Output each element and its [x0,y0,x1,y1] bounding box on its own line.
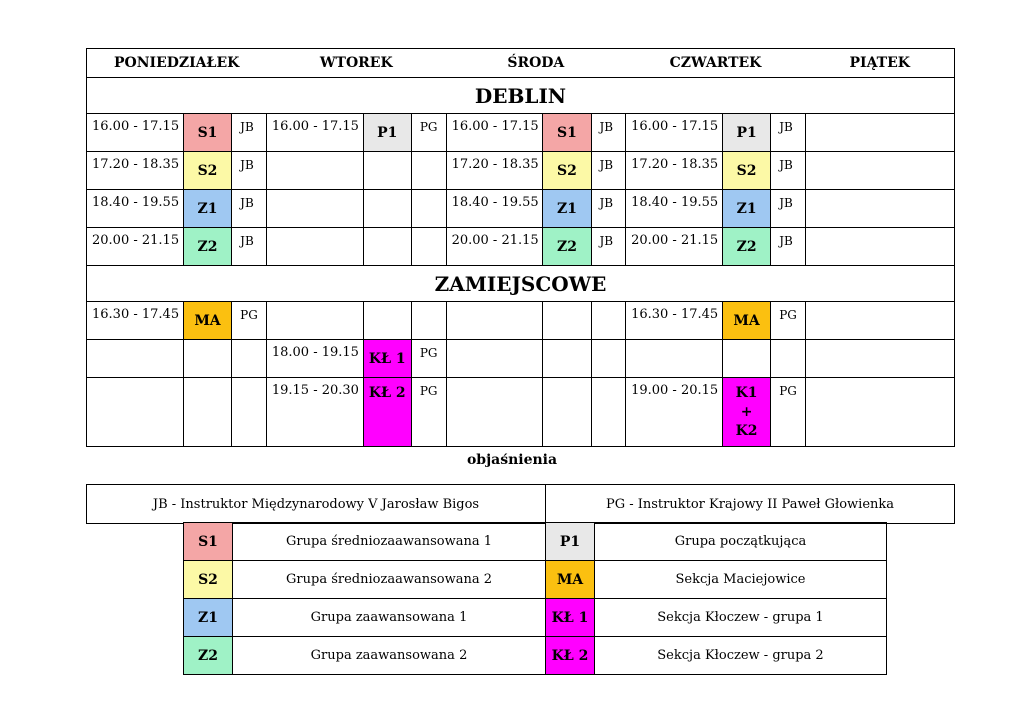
empty-cell [183,340,231,378]
empty-cell [543,302,591,340]
table-row [87,190,955,228]
empty-cell [266,152,363,190]
legend-row [184,561,887,599]
group-cell: MA [183,302,231,340]
day-header-wednesday: ŚRODA [446,49,626,78]
instructor-cell: JB [591,114,626,152]
empty-cell [411,190,446,228]
empty-cell [771,340,806,378]
group-cell: P1 [363,114,411,152]
empty-cell [446,340,543,378]
day-header-monday: PONIEDZIAŁEK [87,49,267,78]
legend-desc: Sekcja Kłoczew - grupa 2 [595,637,887,675]
time-cell: 16.00 - 17.15 [446,114,543,152]
group-cell: Z1 [543,190,591,228]
day-header-friday: PIĄTEK [805,49,954,78]
group-cell: MA [722,302,770,340]
group-cell: Z2 [543,228,591,266]
legend-row [184,523,887,561]
empty-cell [266,302,363,340]
friday-cell [805,114,954,152]
time-cell: 16.30 - 17.45 [87,302,184,340]
friday-cell [805,228,954,266]
group-cell: P1 [722,114,770,152]
group-cell: Z2 [722,228,770,266]
instructor-cell: JB [591,152,626,190]
legend-desc: Grupa zaawansowana 1 [233,599,546,637]
legend-desc: Sekcja Maciejowice [595,561,887,599]
empty-cell [543,340,591,378]
table-row [87,378,955,447]
legend-code: Z2 [184,637,233,675]
instructor-cell: JB [232,190,267,228]
table-row [87,152,955,190]
empty-cell [591,340,626,378]
group-cell: S1 [543,114,591,152]
time-cell: 18.40 - 19.55 [626,190,723,228]
legend-code: S2 [184,561,233,599]
time-cell: 16.00 - 17.15 [626,114,723,152]
group-line: K2 [735,423,758,439]
time-cell: 16.30 - 17.45 [626,302,723,340]
group-cell: S2 [722,152,770,190]
group-cell: Z1 [722,190,770,228]
legend-code: KŁ 1 [546,599,595,637]
empty-cell [626,340,723,378]
empty-cell [543,378,591,447]
friday-cell [805,152,954,190]
time-cell: 18.40 - 19.55 [87,190,184,228]
instructor-cell: PG [411,114,446,152]
empty-cell [266,228,363,266]
time-cell: 19.00 - 20.15 [626,378,723,447]
legend-code: KŁ 2 [546,637,595,675]
table-row [87,302,955,340]
empty-cell [363,302,411,340]
instructor-cell: JB [232,114,267,152]
group-cell: Z2 [183,228,231,266]
time-cell: 19.15 - 20.30 [266,378,363,447]
legend-code: MA [546,561,595,599]
legend-code: P1 [546,523,595,561]
time-cell: 18.00 - 19.15 [266,340,363,378]
group-cell: S1 [183,114,231,152]
group-cell: Z1 [183,190,231,228]
schedule-table [86,48,955,447]
instructor-pg: PG - Instruktor Krajowy II Paweł Głowienka [546,485,955,524]
empty-cell [591,302,626,340]
instructor-cell: JB [771,228,806,266]
section-row-deblin [87,78,955,114]
empty-cell [411,152,446,190]
group-cell-k1-k2 [722,378,770,447]
day-header-thursday: CZWARTEK [626,49,806,78]
empty-cell [446,302,543,340]
time-cell: 16.00 - 17.15 [266,114,363,152]
legend-title: objaśnienia [466,452,558,468]
friday-cell [805,378,954,447]
instructor-cell: PG [411,340,446,378]
friday-cell [805,190,954,228]
instructor-cell: JB [771,190,806,228]
days-header-row [87,49,955,78]
day-header-tuesday: WTOREK [266,49,446,78]
group-line: K1 [735,385,758,401]
group-cell: KŁ 2 [363,378,411,447]
instructor-cell: JB [771,152,806,190]
time-cell: 17.20 - 18.35 [87,152,184,190]
legend-desc: Grupa średniozaawansowana 2 [233,561,546,599]
group-cell: S2 [183,152,231,190]
empty-cell [411,302,446,340]
time-cell: 20.00 - 21.15 [87,228,184,266]
section-row-zamiejscowe [87,266,955,302]
instructor-cell: JB [591,190,626,228]
legend-desc: Grupa zaawansowana 2 [233,637,546,675]
instructor-cell: JB [232,228,267,266]
time-cell: 18.40 - 19.55 [446,190,543,228]
time-cell: 20.00 - 21.15 [446,228,543,266]
empty-cell [591,378,626,447]
empty-cell [87,378,184,447]
empty-cell [411,228,446,266]
empty-cell [232,340,267,378]
empty-cell [183,378,231,447]
instructor-cell: PG [771,302,806,340]
group-line: + [740,404,753,420]
group-cell: KŁ 1 [363,340,411,378]
time-cell: 17.20 - 18.35 [626,152,723,190]
legend-code: S1 [184,523,233,561]
empty-cell [446,378,543,447]
legend-row [184,637,887,675]
time-cell: 17.20 - 18.35 [446,152,543,190]
instructors-legend [86,484,955,524]
table-row [87,228,955,266]
section-title-zamiejscowe: ZAMIEJSCOWE [87,266,955,302]
groups-legend [183,522,887,675]
legend-row [184,599,887,637]
instructor-cell: PG [411,378,446,447]
legend-desc: Grupa średniozaawansowana 1 [233,523,546,561]
empty-cell [722,340,770,378]
empty-cell [363,228,411,266]
table-row [87,114,955,152]
legend-code: Z1 [184,599,233,637]
legend-desc: Grupa początkująca [595,523,887,561]
instructor-cell: JB [591,228,626,266]
instructor-cell: JB [232,152,267,190]
instructor-cell: PG [771,378,806,447]
instructor-jb: JB - Instruktor Międzynarodowy V Jarosław Bigos [87,485,546,524]
section-title-deblin: DEBLIN [87,78,955,114]
empty-cell [87,340,184,378]
friday-cell [805,340,954,378]
empty-cell [363,152,411,190]
group-cell: S2 [543,152,591,190]
legend-desc: Sekcja Kłoczew - grupa 1 [595,599,887,637]
time-cell: 20.00 - 21.15 [626,228,723,266]
time-cell: 16.00 - 17.15 [87,114,184,152]
empty-cell [266,190,363,228]
instructor-cell: PG [232,302,267,340]
empty-cell [232,378,267,447]
table-row [87,340,955,378]
instructor-cell: JB [771,114,806,152]
empty-cell [363,190,411,228]
friday-cell [805,302,954,340]
